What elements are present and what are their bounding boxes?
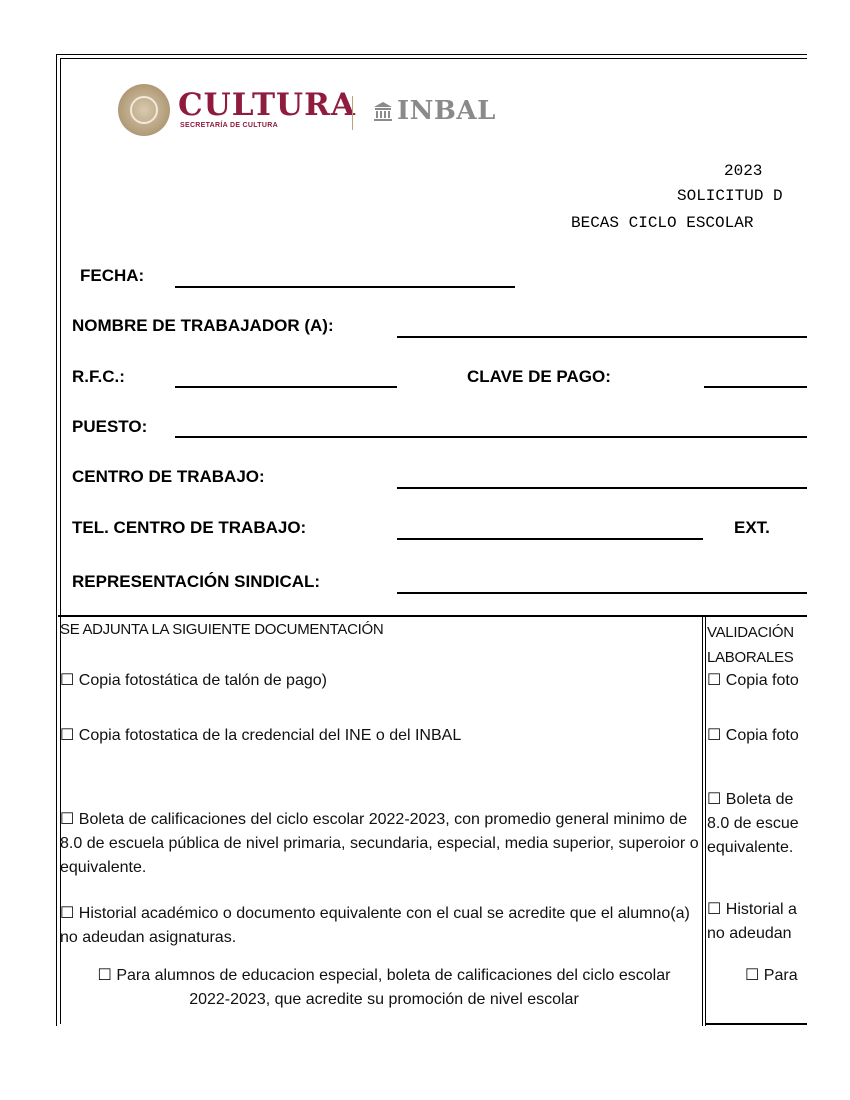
validation-item-boleta-line2: 8.0 de escue [707, 815, 799, 832]
inbal-logo-text: INBAL [397, 96, 496, 126]
cultura-logo-text: CULTURA [178, 87, 356, 123]
representacion-label: REPRESENTACIÓN SINDICAL: [72, 572, 321, 591]
fecha-label: FECHA: [80, 266, 145, 285]
page-frame-top [56, 54, 816, 55]
ext-label: EXT. [734, 518, 770, 537]
validation-item-talon[interactable]: ☐ Copia foto [707, 672, 799, 689]
rfc-label: R.F.C.: [72, 367, 125, 386]
tel-centro-field-line[interactable] [397, 538, 703, 540]
documentation-heading: SE ADJUNTA LA SIGUIENTE DOCUMENTACIÓN [60, 621, 384, 638]
inbal-building-icon [373, 101, 393, 121]
validation-heading-line2: LABORALES [707, 649, 794, 666]
validation-item-historial-line2: no adeudan [707, 925, 792, 942]
representacion-field-line[interactable] [397, 592, 807, 594]
rfc-field-line[interactable] [175, 386, 397, 388]
page-frame-left [56, 54, 57, 1026]
puesto-field-line[interactable] [175, 436, 807, 438]
tel-centro-label: TEL. CENTRO DE TRABAJO: [72, 518, 307, 537]
clave-pago-field-line[interactable] [704, 386, 807, 388]
form-subtitle: BECAS CICLO ESCOLAR [571, 214, 754, 232]
puesto-label: PUESTO: [72, 417, 148, 436]
validation-item-educacion-especial[interactable]: ☐ Para [745, 967, 798, 984]
nombre-field-line[interactable] [397, 336, 807, 338]
validation-item-credencial[interactable]: ☐ Copia foto [707, 727, 799, 744]
seal-eagle-icon [130, 96, 158, 124]
doc-item-historial[interactable]: ☐ Historial académico o documento equivalente con el cual se acredite que el alumno(a) no adeudan asignaturas. [60, 905, 690, 946]
table-top-border [58, 615, 808, 617]
validation-item-historial-line1[interactable]: ☐ Historial a [707, 901, 797, 918]
form-title: SOLICITUD D [677, 187, 783, 205]
nombre-label: NOMBRE DE TRABAJADOR (A): [72, 316, 334, 335]
validation-heading-line1: VALIDACIÓN [707, 624, 794, 641]
cultura-logo-subtitle: SECRETARÍA DE CULTURA [180, 122, 278, 129]
doc-item-talon[interactable]: ☐ Copia fotostática de talón de pago) [60, 672, 327, 689]
page-frame-top-inner [60, 58, 816, 59]
doc-item-educacion-especial[interactable]: ☐ Para alumnos de educacion especial, boleta de calificaciones del ciclo escolar 2022-2023, que acredite su promoción de nivel escolar [97, 967, 671, 1008]
doc-item-credencial[interactable]: ☐ Copia fotostatica de la credencial del INE o del INBAL [60, 727, 462, 744]
fecha-field-line[interactable] [175, 286, 515, 288]
doc-item-boleta[interactable]: ☐ Boleta de calificaciones del ciclo escolar 2022-2023, con promedio general minimo de 8.0 de escuela pública de nivel primaria, secundaria, especial, media superior, superoior o equivalente. [60, 811, 699, 876]
logo-divider [352, 96, 353, 130]
clave-pago-label: CLAVE DE PAGO: [467, 367, 611, 386]
validation-bottom-border [705, 1023, 808, 1025]
table-column-divider-inner [705, 616, 706, 1026]
page-right-margin [807, 0, 850, 1100]
centro-trabajo-label: CENTRO DE TRABAJO: [72, 467, 265, 486]
validation-item-boleta-line3: equivalente. [707, 839, 794, 856]
centro-trabajo-field-line[interactable] [397, 487, 807, 489]
table-column-divider [702, 616, 703, 1026]
validation-item-boleta-line1[interactable]: ☐ Boleta de [707, 791, 794, 808]
form-year: 2023 [724, 162, 763, 180]
